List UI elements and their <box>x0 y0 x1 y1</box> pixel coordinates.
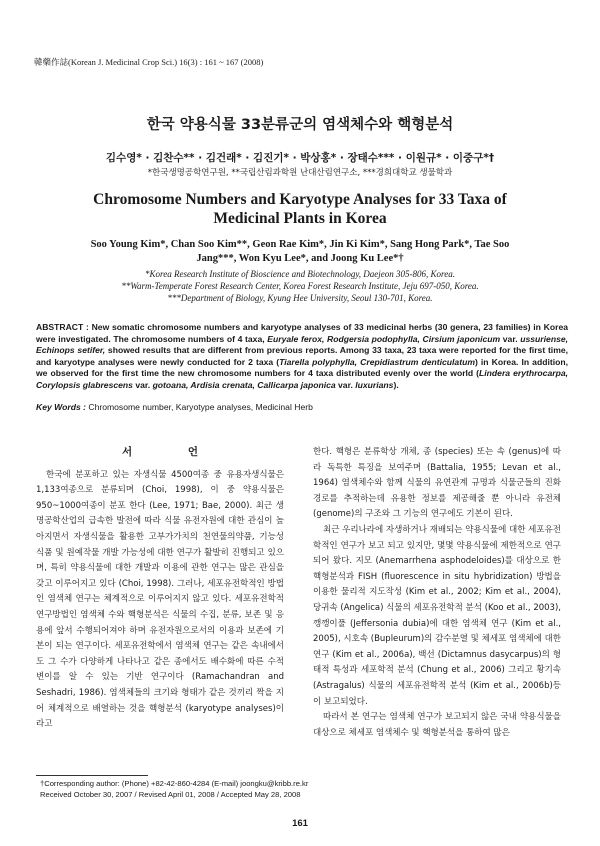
abstract-text: var. <box>132 379 153 390</box>
abstract-species: gotoana, Ardisia crenata, Callicarpa japonica <box>152 379 336 390</box>
footnote-divider <box>36 775 148 776</box>
affiliation-line: **Warm-Temperate Forest Research Center, Korea Forest Research Institute, Jeju 697-050, Korea. <box>121 281 479 291</box>
body-paragraph: 최근 우리나라에 자생하거나 재배되는 약용식물에 대한 세포유전학적인 연구가 보고 되고 있지만, 몇몇 약용식물에 제한적으로 연구되어 왔다. 지모 (Anemarrhena asphodeloides)를 대상으로 한 핵형분석과 FISH (fluorescence in situ hybridization) 방법을 이용한 물리적 지도작성 (Kim et al., 2002; Kim et al., 2004), 당귀속 (Angelica) 식물의 세포유전학적 분석 (Koo et al., 2003), 깽깽이풀 (Jeffersonia dubia)에 대한 염색체 연구 (Kim et al., 2005), 시호속 (Bupleurum)의 감수분열 및 체세포 염색체에 대한 연구 (Kim et al., 2006a), 백선 (Dictamnus dasycarpus)의 형태적 특성과 세포학적 분석 (Chung et al., 2006) 그리고 황기속 (Astragalus) 식물의 세포유전학적 분석 (Kim et al., 2006b)등이 보고되었다. <box>313 524 561 707</box>
affiliation-line: ***Department of Biology, Kyung Hee University, Seoul 130-701, Korea. <box>167 293 433 303</box>
body-paragraph: 따라서 본 연구는 염색체 연구가 보고되지 않은 국내 약용식물을 대상으로 체세포 염색체수 및 핵형분석을 통하여 많은 <box>313 712 561 738</box>
abstract-text: var. <box>500 333 521 344</box>
abstract-species: Lindera erythrocarpa, Corylopsis glabrescens <box>36 368 569 390</box>
footnote <box>40 779 308 800</box>
corresponding-author-line: †Corresponding author: (Phone) +82-42-860-4284 (E-mail) joongku@kribb.re.kr <box>40 779 309 788</box>
affiliation-line: *Korea Research Institute of Bioscience and Biotechnology, Daejeon 305-806, Korea. <box>145 269 455 279</box>
abstract-text: var. <box>335 379 356 390</box>
abstract-text: showed results that are different from previous reports. Among 33 taxa, 23 taxa were reported for the first time, and karyotype analyses were newly conducted for 2 taxa ( <box>36 345 568 367</box>
body-paragraph: 한다. 핵형은 분류학상 개체, 종 (species) 또는 속 (genus)에 따라 독특한 특징을 보여주며 (Battalia, 1955; Levan et al., 1964) 염색체수와 함께 식물의 유연관계 규명과 식물군들의 진화 경로를 추적하는데 유용한 정보를 제공해줄 뿐 아니라 유전체 (genome)의 구조와 그 기능의 연구에도 기본이 된다. <box>313 447 561 520</box>
keywords <box>36 402 568 413</box>
affiliations-english <box>60 268 540 304</box>
title-english: Chromosome Numbers and Karyotype Analyses for 33 Taxa of Medicinal Plants in Korea <box>93 191 507 227</box>
abstract-label: ABSTRACT : <box>36 322 89 332</box>
abstract-species: Euryale ferox, Rodgersia podophylla, Cirsium japonicum <box>267 333 501 344</box>
received-dates-line: Received October 30, 2007 / Revised April 01, 2008 / Accepted May 28, 2008 <box>40 789 301 799</box>
abstract-text: ). <box>393 379 399 390</box>
affiliation-korean: *한국생명공학연구원, **국립산림과학원 난대산림연구소, ***경희대학교 생물학과 <box>147 168 453 178</box>
abstract-text: ) in Korea. In addition, we observed for the first time the new chromosome numbers for 4 taxa distributed evenly over the world ( <box>36 356 568 379</box>
abstract-text: New somatic chromosome numbers and karyotype analyses of 33 medicinal herbs (30 genera, 23 families) in Korea were investigated. The chromosome numbers of 4 taxa, <box>36 322 568 344</box>
body-paragraph: 한국에 분포하고 있는 자생식물 4500여종 중 유용자생식물은 1,133여종으로 분류되며 (Choi, 1998), 이 중 약용식물은 950~1000여종이 분포 한다 (Lee, 1971; Bae, 2000). 최근 생명공학산업의 급속한 발전에 따라 식물 유전자원에 대한 관심이 높아지면서 자생식물을 활용한 고부가가치의 천연물의약품, 기능성 식품 및 원예작물 개발 가능성에 대한 연구가 활발히 진행되고 있으며, 특히 약용식물에 대한 개발과 이용에 관한 연구는 많은 관심을 갖고 이루어지고 있다 (Choi, 1998). 그러나, 세포유전학적인 방법인 염색체 연구는 체계적으로 이루어지지 않고 있다. 세포유전학적 연구방법인 염색체 수와 핵형분석은 식물의 수집, 분류, 보존 및 응용에 앞서 수행되어져야 하며 유전자원으로서의 이용과 보존에 기본이 되는 연구이다. 세포유전학에서 염색체 연구는 같은 속내에서도 그 수가 다양하게 나타나고 같은 종에서도 배수화에 따른 수적 변이를 알 수 있는 기반 연구이다 (Ramachandran and Seshadri, 1986). 염색체들의 크기와 형태가 같은 것끼리 짝을 지어 체계적으로 배열하는 것을 핵형분석 (karyotype analyses)이라고 <box>36 469 284 730</box>
body-column-right <box>313 445 561 741</box>
title-korean: 한국 약용식물 33분류군의 염색체수와 핵형분석 <box>146 117 454 133</box>
body-column-left <box>36 445 284 733</box>
section-heading: 서 언 <box>122 446 224 458</box>
abstract-species: Tiarella polyphylla, Crepidiastrum denticulatum <box>279 356 475 367</box>
page-number: 161 <box>292 818 308 829</box>
authors-korean: 김수영* · 김찬수** · 김건래* · 김진기* · 박상홍* · 장태수*** · 이원규* · 이중구*† <box>105 152 495 164</box>
keywords-label: Key Words : <box>36 402 86 412</box>
abstract-species: luxurians <box>355 379 394 390</box>
keywords-text: Chromosome number, Karyotype analyses, Medicinal Herb <box>85 402 313 412</box>
authors-english: Soo Young Kim*, Chan Soo Kim**, Geon Rae Kim*, Jin Ki Kim*, Sang Hong Park*, Tae Soo Jang***, Won Kyu Lee*, and Joong Ku Lee*† <box>90 239 510 264</box>
abstract <box>36 322 568 392</box>
abstract-species: ussuriense, Echinops setifer, <box>36 333 569 356</box>
journal-header: 韓藥作誌(Korean J. Medicinal Crop Sci.) 16(3) : 161 ~ 167 (2008) <box>34 57 264 67</box>
